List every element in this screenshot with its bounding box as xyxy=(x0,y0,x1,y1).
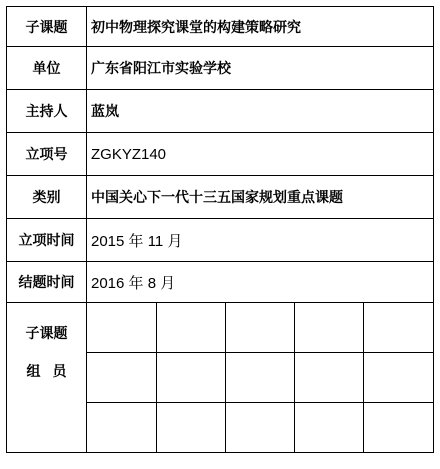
value-project-number: ZGKYZ140 xyxy=(87,133,434,176)
member-cell xyxy=(225,353,294,403)
project-info-form xyxy=(6,6,434,451)
label-members-line2: 组员 xyxy=(26,364,79,380)
row-unit xyxy=(7,47,434,90)
member-cell xyxy=(87,403,156,453)
members-grid-row xyxy=(87,353,433,403)
label-project-number: 立项号 xyxy=(7,133,87,176)
member-cell xyxy=(156,353,225,403)
row-completion-date xyxy=(7,262,434,303)
member-cell xyxy=(295,353,364,403)
members-grid-row xyxy=(87,303,433,353)
label-category: 类别 xyxy=(7,176,87,219)
member-cell xyxy=(364,403,433,453)
row-approval-date xyxy=(7,219,434,262)
member-cell xyxy=(87,353,156,403)
label-completion-date: 结题时间 xyxy=(7,262,87,303)
label-subproject: 子课题 xyxy=(7,7,87,47)
members-grid-row xyxy=(87,403,433,453)
value-host: 蓝岚 xyxy=(87,90,434,133)
project-info-table xyxy=(6,6,434,453)
member-cell xyxy=(156,303,225,353)
label-unit: 单位 xyxy=(7,47,87,90)
value-subproject: 初中物理探究课堂的构建策略研究 xyxy=(87,7,434,47)
member-cell xyxy=(225,403,294,453)
row-members xyxy=(7,303,434,453)
members-grid xyxy=(87,303,433,452)
label-members-line1: 子课题 xyxy=(25,326,68,342)
value-category: 中国关心下一代十三五国家规划重点课题 xyxy=(87,176,434,219)
member-cell xyxy=(295,403,364,453)
member-cell xyxy=(156,403,225,453)
member-cell xyxy=(225,303,294,353)
row-category xyxy=(7,176,434,219)
row-project-number xyxy=(7,133,434,176)
member-cell xyxy=(87,303,156,353)
row-subproject xyxy=(7,7,434,47)
member-cell xyxy=(295,303,364,353)
label-host: 主持人 xyxy=(7,90,87,133)
member-cell xyxy=(364,303,433,353)
label-approval-date: 立项时间 xyxy=(7,219,87,262)
value-approval-date: 2015 年 11 月 xyxy=(87,219,434,262)
value-completion-date: 2016 年 8 月 xyxy=(87,262,434,303)
value-unit: 广东省阳江市实验学校 xyxy=(87,47,434,90)
members-grid-container xyxy=(87,303,434,453)
label-members xyxy=(7,303,87,453)
member-cell xyxy=(364,353,433,403)
row-host xyxy=(7,90,434,133)
